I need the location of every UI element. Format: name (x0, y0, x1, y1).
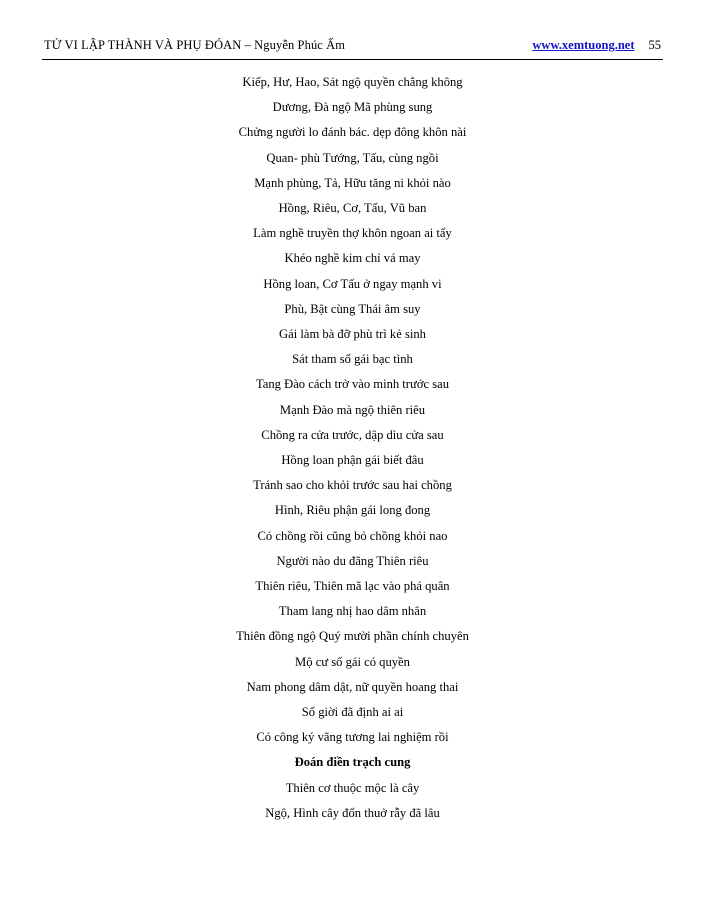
poem-line: Dương, Đà ngộ Mã phùng sung (272, 100, 433, 115)
poem-line: Làm nghề truyền thợ khôn ngoan ai tẩy (253, 226, 452, 241)
poem-line: Mạnh phùng, Tả, Hữu tăng ni khỏi nào (254, 175, 451, 190)
poem-line: Hồng loan phận gái biết đâu (281, 453, 424, 468)
poem-line: Khéo nghề kim chỉ vá may (284, 251, 421, 266)
poem-line: Mộ cư số gái có quyền (295, 654, 410, 669)
poem-line: Phù, Bật cùng Thái âm suy (284, 301, 421, 316)
poem-line: Tang Đào cách trở vào minh trước sau (255, 377, 450, 392)
page-number: 55 (648, 38, 661, 52)
header-website-link[interactable]: www.xemtuong.net (532, 38, 635, 52)
poem-line: Hồng, Riêu, Cơ, Tấu, Vũ ban (278, 201, 427, 216)
poem-line: Hình, Riêu phận gái long đong (274, 503, 431, 518)
poem-line: Mạnh Đào mà ngộ thiên riêu (279, 402, 426, 417)
poem-line: Tránh sao cho khỏi trước sau hai chồng (253, 478, 452, 493)
page-header (42, 38, 663, 53)
header-divider (42, 59, 663, 60)
poem-line: Thiên cơ thuộc mộc là cây (285, 780, 420, 795)
poem-line: Thiên riêu, Thiên mã lạc vào phá quân (255, 579, 450, 594)
poem-line: Sát tham số gái bạc tình (292, 352, 413, 367)
poem-line: Kiếp, Hư, Hao, Sát ngộ quyền chẳng không (242, 75, 463, 89)
poem-line: Có chồng rồi cũng bỏ chồng khỏi nao (257, 528, 448, 543)
poem-line: Chửng người lo đánh bác. dẹp đông khôn nài (238, 125, 467, 140)
poem-line: Số giời đã định ai ai (301, 705, 404, 720)
poem-line: Gái làm bà đỡ phù trì kẻ sinh (279, 327, 426, 342)
poem-body (42, 70, 663, 826)
poem-line: Hồng loan, Cơ Tấu ở ngay mạnh vi (263, 276, 442, 291)
poem-line: Thiên đồng ngộ Quý mười phần chính chuyên (236, 629, 469, 644)
poem-line: Ngộ, Hình cây đốn thuở rẫy đã lâu (265, 805, 440, 820)
header-title: TỬ VI LẬP THÀNH VÀ PHỤ ĐÓAN – Nguyễn Phúc Ấm (44, 38, 346, 52)
poem-line: Tham lang nhị hao dâm nhân (278, 604, 427, 619)
poem-line: Nam phong dâm dật, nữ quyền hoang thai (246, 679, 459, 694)
poem-line: Quan- phù Tướng, Tấu, cùng ngồi (266, 150, 439, 165)
poem-line: Có công ký vãng tương lai nghiệm rồi (256, 730, 449, 745)
poem-line: Người nào du đãng Thiên riêu (276, 553, 429, 568)
section-heading: Đoán điền trạch cung (294, 755, 411, 770)
poem-line: Chồng ra cửa trước, dập dìu cửa sau (261, 427, 444, 442)
